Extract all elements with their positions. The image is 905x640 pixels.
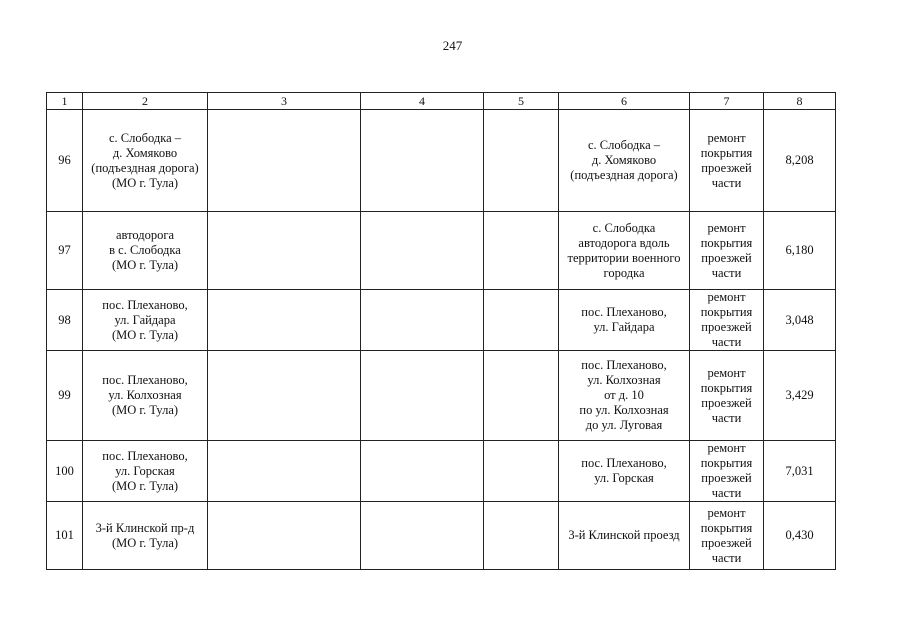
work-type-cell: ремонт покрытия проезжей части: [690, 502, 764, 570]
empty-cell-col3: [208, 441, 361, 502]
header-col-5: 5: [484, 93, 559, 110]
header-row: [47, 93, 836, 110]
empty-cell-col3: [208, 502, 361, 570]
value-cell: 3,048: [764, 290, 836, 351]
work-type-cell: ремонт покрытия проезжей части: [690, 351, 764, 441]
row-number-cell: 99: [47, 351, 83, 441]
work-type-cell: ремонт покрытия проезжей части: [690, 212, 764, 290]
empty-cell-col3: [208, 290, 361, 351]
header-col-1: 1: [47, 93, 83, 110]
row-number-cell: 100: [47, 441, 83, 502]
work-type-cell: ремонт покрытия проезжей части: [690, 290, 764, 351]
empty-cell-col3: [208, 212, 361, 290]
table-row: [47, 502, 836, 570]
value-cell: 3,429: [764, 351, 836, 441]
address-cell: 3-й Клинской проезд: [559, 502, 690, 570]
value-cell: 8,208: [764, 110, 836, 212]
header-col-4: 4: [361, 93, 484, 110]
empty-cell-col4: [361, 441, 484, 502]
table-row: [47, 441, 836, 502]
row-number-cell: 101: [47, 502, 83, 570]
empty-cell-col5: [484, 502, 559, 570]
work-type-cell: ремонт покрытия проезжей части: [690, 441, 764, 502]
object-name-cell: с. Слободка – д. Хомяково (подъездная дорога) (МО г. Тула): [83, 110, 208, 212]
address-cell: пос. Плеханово, ул. Горская: [559, 441, 690, 502]
empty-cell-col5: [484, 290, 559, 351]
empty-cell-col5: [484, 441, 559, 502]
header-col-7: 7: [690, 93, 764, 110]
row-number-cell: 98: [47, 290, 83, 351]
object-name-cell: автодорога в с. Слободка (МО г. Тула): [83, 212, 208, 290]
value-cell: 6,180: [764, 212, 836, 290]
empty-cell-col5: [484, 212, 559, 290]
empty-cell-col5: [484, 351, 559, 441]
empty-cell-col3: [208, 351, 361, 441]
address-cell: с. Слободка – д. Хомяково (подъездная дорога): [559, 110, 690, 212]
address-cell: пос. Плеханово, ул. Колхозная от д. 10 по ул. Колхозная до ул. Луговая: [559, 351, 690, 441]
work-type-cell: ремонт покрытия проезжей части: [690, 110, 764, 212]
header-col-3: 3: [208, 93, 361, 110]
object-name-cell: 3-й Клинской пр-д (МО г. Тула): [83, 502, 208, 570]
object-name-cell: пос. Плеханово, ул. Гайдара (МО г. Тула): [83, 290, 208, 351]
empty-cell-col4: [361, 351, 484, 441]
table-row: [47, 351, 836, 441]
table-row: [47, 212, 836, 290]
empty-cell-col4: [361, 212, 484, 290]
page-number: 247: [442, 38, 463, 53]
road-repair-table: [46, 92, 836, 570]
header-col-8: 8: [764, 93, 836, 110]
empty-cell-col4: [361, 110, 484, 212]
empty-cell-col4: [361, 502, 484, 570]
header-col-2: 2: [83, 93, 208, 110]
value-cell: 7,031: [764, 441, 836, 502]
empty-cell-col4: [361, 290, 484, 351]
empty-cell-col3: [208, 110, 361, 212]
address-cell: пос. Плеханово, ул. Гайдара: [559, 290, 690, 351]
row-number-cell: 96: [47, 110, 83, 212]
table-row: [47, 110, 836, 212]
value-cell: 0,430: [764, 502, 836, 570]
object-name-cell: пос. Плеханово, ул. Горская (МО г. Тула): [83, 441, 208, 502]
row-number-cell: 97: [47, 212, 83, 290]
address-cell: с. Слободка автодорога вдоль территории военного городка: [559, 212, 690, 290]
header-col-6: 6: [559, 93, 690, 110]
empty-cell-col5: [484, 110, 559, 212]
table-row: [47, 290, 836, 351]
object-name-cell: пос. Плеханово, ул. Колхозная (МО г. Тула): [83, 351, 208, 441]
